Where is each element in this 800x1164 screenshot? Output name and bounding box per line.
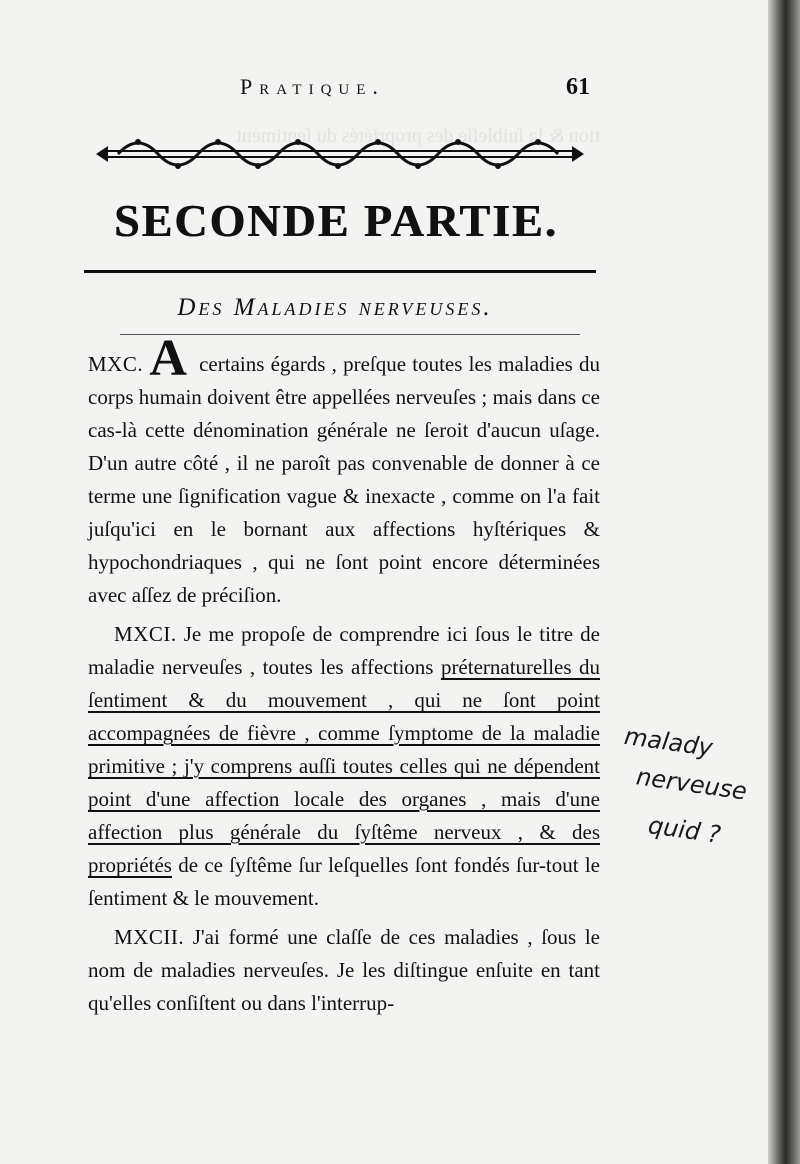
page-number: 61: [566, 74, 590, 100]
title-rule: [84, 270, 596, 273]
paragraph-text: J'ai formé une claſſe de ces maladies , ſous le nom de maladies nerveuſes. Je les diſtingue enſuite en tant qu'elles conſiſtent ou dans l'interrup-: [88, 925, 600, 1015]
page-header: [90, 74, 590, 108]
paragraph-text: Je me propoſe de comprendre ici ſous le titre de maladie nerveuſes , toutes les affections: [88, 622, 600, 679]
running-head: Pratique.: [240, 74, 385, 99]
paragraph-mxci: [88, 618, 600, 915]
margin-note-line: malady: [622, 721, 715, 763]
book-spine-edge: [768, 0, 800, 1164]
section-title: Des Maladies nerveuses.: [177, 294, 493, 321]
underlined-passage: préternaturelles du ſentiment & du mouvement , qui ne ſont point accompagnées de fièvre , comme ſymptome de la maladie primitive ; j'y comprens auſſi toutes celles qui ne dépendent point d'une affection locale des organes , mais d'une affection plus générale du ſyſtême nerveux , & des propriétés: [88, 655, 601, 877]
bleed-through-text: tion & la ſuibleſſe des propriétés du ſentiment: [236, 125, 600, 147]
section-rule: [120, 334, 580, 335]
paragraph-text: certains égards , preſque toutes les maladies du corps humain doivent être appellées nerveuſes ; mais dans ce cas-là cette dénomination générale ne ſeroit d'aucun uſage. D'un autre côté , il ne paroît pas convenable de donner à ce terme une ſignification vague & inexacte , comme on l'a fait juſqu'ici en le bornant aux affections hyſtériques & hypochondriaques , qui ne ſont point encore déterminées avec aſſez de préciſion.: [88, 352, 601, 607]
margin-note-line: quid ?: [646, 811, 723, 849]
paragraph-text: de ce ſyſtême ſur leſquelles ſont fondés ſur-tout le ſentiment & le mouvement.: [88, 853, 600, 910]
paragraph-number: MXC.: [88, 352, 144, 376]
paragraph-number: MXCII.: [114, 925, 185, 949]
paragraph-number: MXCI.: [114, 622, 177, 646]
margin-note-line: nerveuse: [634, 762, 749, 806]
body-text: [88, 330, 601, 1026]
paragraph-mxcii: [88, 921, 600, 1020]
decorative-border-ornament: [88, 134, 584, 174]
drop-cap: A: [149, 330, 187, 387]
paragraph-mxc: [88, 330, 601, 612]
part-title: SECONDE PARTIE.: [113, 195, 559, 246]
